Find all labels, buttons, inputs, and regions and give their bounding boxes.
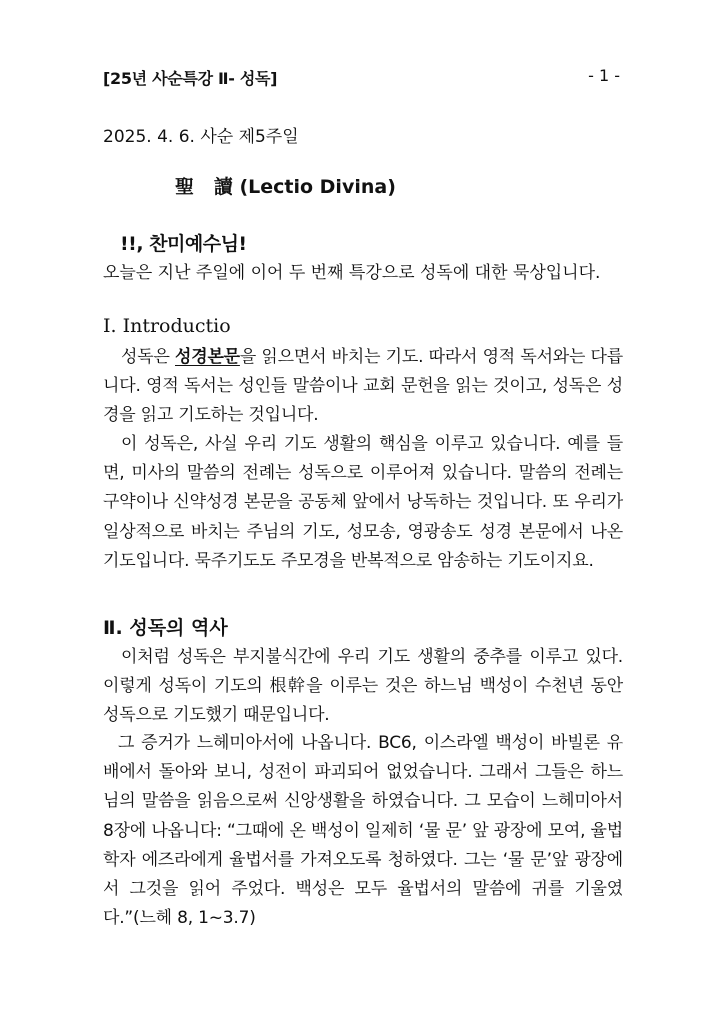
paragraph-text: 이 성독은, 사실 우리 기도 생활의 핵심을 이루고 있습니다. 예를 들면, 미사의 말씀의 전례는 성독으로 이루어져 있습니다. 말씀의 전례는 구약이나 신약성경 본문을 공동체 앞에서 낭독하는 것입니다. 또 우리가 일상적으로 바치는 주님의 기도, 성모송, 영광송도 성경 본문에서 나온 기도입니다. 묵주기도도 주모경을 반복적으로 암송하는 기도이지요.: [103, 434, 623, 571]
paragraph-text: 이처럼 성독은 부지불식간에 우리 기도 생활의 중추를 이루고 있다. 이렇게 성독이 기도의 根幹을 이루는 것은 하느님 백성이 수천년 동안 성독으로 기도했기 때문입니다.: [103, 647, 623, 726]
paragraph: [103, 343, 623, 431]
section-heading-history: Ⅱ. 성독의 역사: [103, 617, 228, 639]
emphasized-term: 성경본문: [175, 347, 240, 367]
header-title: [25년 사순특강 Ⅱ- 성독]: [103, 69, 278, 88]
paragraph: [103, 729, 623, 933]
paragraph-text: 을 읽으면서 바치는 기도. 따라서 영적 독서와는 다릅니다. 영적 독서는 성인들 말씀이나 교회 문헌을 읽는 것이고, 성독은 성경을 읽고 기도하는 것입니다.: [103, 347, 624, 426]
section-heading-introductio: Ⅰ. Introductio: [103, 315, 231, 337]
page-number: - 1 -: [588, 66, 620, 85]
page-title: 聖 讀 (Lectio Divina): [175, 176, 396, 198]
greeting: !!, 찬미예수님!: [120, 233, 247, 255]
paragraph: [103, 643, 623, 731]
paragraph-text: 성독은: [121, 347, 175, 367]
paragraph: [103, 430, 623, 576]
intro-line: 오늘은 지난 주일에 이어 두 번째 특강으로 성독에 대한 묵상입니다.: [103, 263, 601, 283]
paragraph-text: 그 증거가 느헤미아서에 나옵니다. BC6, 이스라엘 백성이 바빌론 유배에서 돌아와 보니, 성전이 파괴되어 없었습니다. 그래서 그들은 하느님의 말씀을 읽음으로써 신앙생활을 하였습니다. 그 모습이 느헤미아서 8장에 나옵니다: “그때에 온 백성이 일제히 ‘물 문’ 앞 광장에 모여, 율법학자 에즈라에게 율법서를 가져오도록 청하였다. 그는 ‘물 문’앞 광장에서 그것을 읽어 주었다. 백성은 모두 율법서의 말씀에 귀를 기울였다.”(느헤 8, 1~3.7): [103, 733, 623, 929]
date-line: 2025. 4. 6. 사순 제5주일: [103, 127, 299, 147]
